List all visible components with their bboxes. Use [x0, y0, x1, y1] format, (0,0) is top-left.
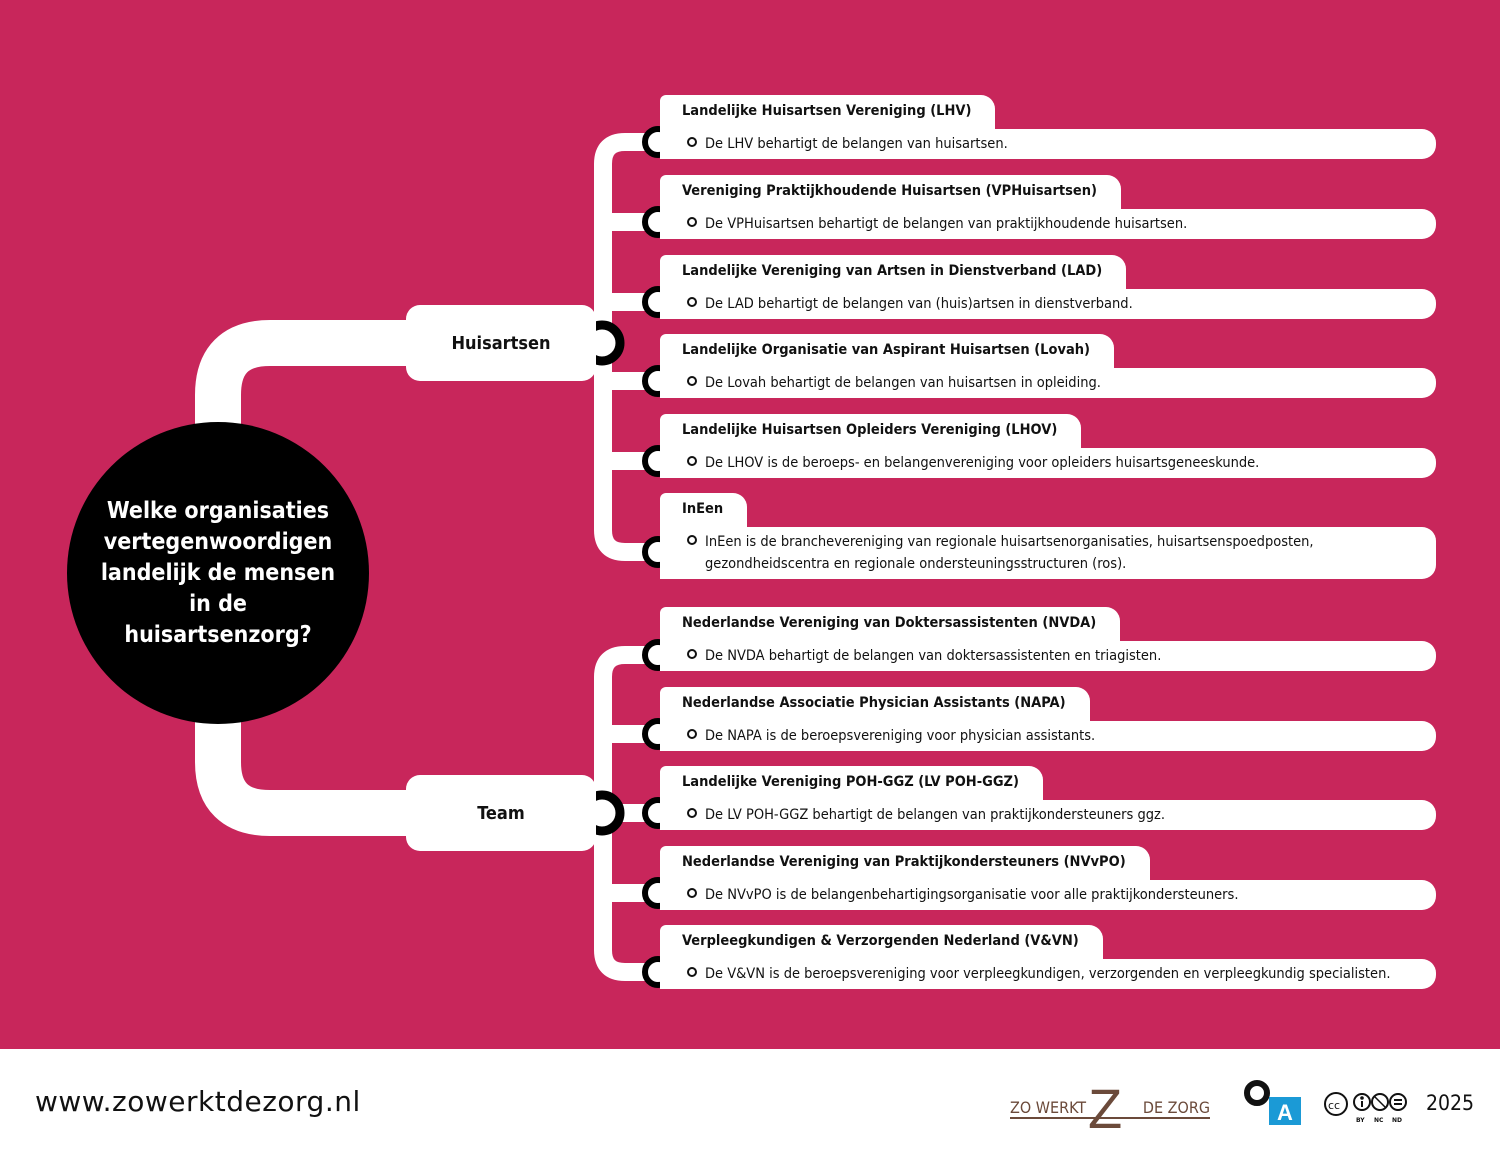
group-team [406, 775, 596, 851]
footer [0, 1049, 1500, 1150]
central-question-circle [67, 422, 369, 724]
connector-trunk-top [218, 343, 420, 430]
item-ineen [660, 493, 1436, 579]
item-description: InEen is de branchevereniging van regionale huisartsenorganisaties, huisartsenspoedposten, gezondheidscentra en regionale ondersteuningsstructuren (ros). [660, 527, 1436, 579]
group-label-team: Team [477, 802, 525, 824]
item-title: Nederlandse Vereniging van Praktijkondersteuners (NVvPO) [660, 846, 1150, 880]
item-description: De NVDA behartigt de belangen van doktersassistenten en triagisten. [660, 641, 1436, 671]
item-title: Vereniging Praktijkhoudende Huisartsen (VPHuisartsen) [660, 175, 1121, 209]
item-title: InEen [660, 493, 747, 527]
item-venvn [660, 925, 1436, 989]
item-description: De LAD behartigt de belangen van (huis)artsen in dienstverband. [660, 289, 1436, 319]
item-lovah [660, 334, 1436, 398]
item-lad [660, 255, 1436, 319]
item-napa [660, 687, 1436, 751]
item-lvpohggz [660, 766, 1436, 830]
cc-label-by: BY [1356, 1117, 1365, 1124]
open-access-logo-icon [1243, 1079, 1303, 1125]
item-description: De NVvPO is de belangenbehartigingsorganisatie voor alle praktijkondersteuners. [660, 880, 1436, 910]
item-description: De LHV behartigt de belangen van huisartsen. [660, 129, 1436, 159]
oa-letter: A [1277, 1100, 1293, 1125]
website-link[interactable]: www.zowerktdezorg.nl [35, 1085, 361, 1118]
zowerktdezorg-logo [1010, 1082, 1210, 1132]
central-question: Welke organisaties vertegenwoordigen landelijk de mensen in de huisartsenzorg? [100, 497, 336, 648]
item-vphuisartsen [660, 175, 1436, 239]
cc-label-nc: NC [1374, 1117, 1384, 1124]
cc-nd-icon [1390, 1094, 1406, 1110]
cc-text: cc [1328, 1099, 1341, 1112]
item-title: Landelijke Vereniging POH-GGZ (LV POH-GGZ) [660, 766, 1043, 800]
item-title: Verpleegkundigen & Verzorgenden Nederland (V&VN) [660, 925, 1103, 959]
item-lhv [660, 95, 1436, 159]
item-title: Landelijke Huisartsen Opleiders Vereniging (LHOV) [660, 414, 1081, 448]
item-description: De VPHuisartsen behartigt de belangen van praktijkhoudende huisartsen. [660, 209, 1436, 239]
item-title: Landelijke Organisatie van Aspirant Huisartsen (Lovah) [660, 334, 1114, 368]
logo-text-right: DE ZORG [1142, 1098, 1210, 1117]
logo-text-left: ZO WERKT [1010, 1098, 1087, 1117]
copyright-year: 2025 [1426, 1091, 1475, 1115]
group-label-huisartsen: Huisartsen [451, 332, 551, 354]
item-description: De LHOV is de beroeps- en belangenvereniging voor opleiders huisartsgeneeskunde. [660, 448, 1436, 478]
item-lhov [660, 414, 1436, 478]
item-description: De NAPA is de beroepsvereniging voor physician assistants. [660, 721, 1436, 751]
item-title: Nederlandse Associatie Physician Assistants (NAPA) [660, 687, 1090, 721]
creative-commons-license-icon [1323, 1091, 1415, 1125]
item-description: De V&VN is de beroepsvereniging voor verpleegkundigen, verzorgenden en verpleegkundig specialisten. [660, 959, 1436, 989]
connector-trunk-bottom [218, 715, 420, 813]
item-nvda [660, 607, 1436, 671]
item-title: Nederlandse Vereniging van Doktersassistenten (NVDA) [660, 607, 1120, 641]
item-description: De Lovah behartigt de belangen van huisartsen in opleiding. [660, 368, 1436, 398]
logo-z-mark: Z [1088, 1082, 1123, 1132]
cc-label-nd: ND [1392, 1117, 1403, 1124]
item-nvvpo [660, 846, 1436, 910]
item-title: Landelijke Vereniging van Artsen in Dienstverband (LAD) [660, 255, 1126, 289]
item-description: De LV POH-GGZ behartigt de belangen van praktijkondersteuners ggz. [660, 800, 1436, 830]
item-title: Landelijke Huisartsen Vereniging (LHV) [660, 95, 995, 129]
group-huisartsen [406, 305, 596, 381]
